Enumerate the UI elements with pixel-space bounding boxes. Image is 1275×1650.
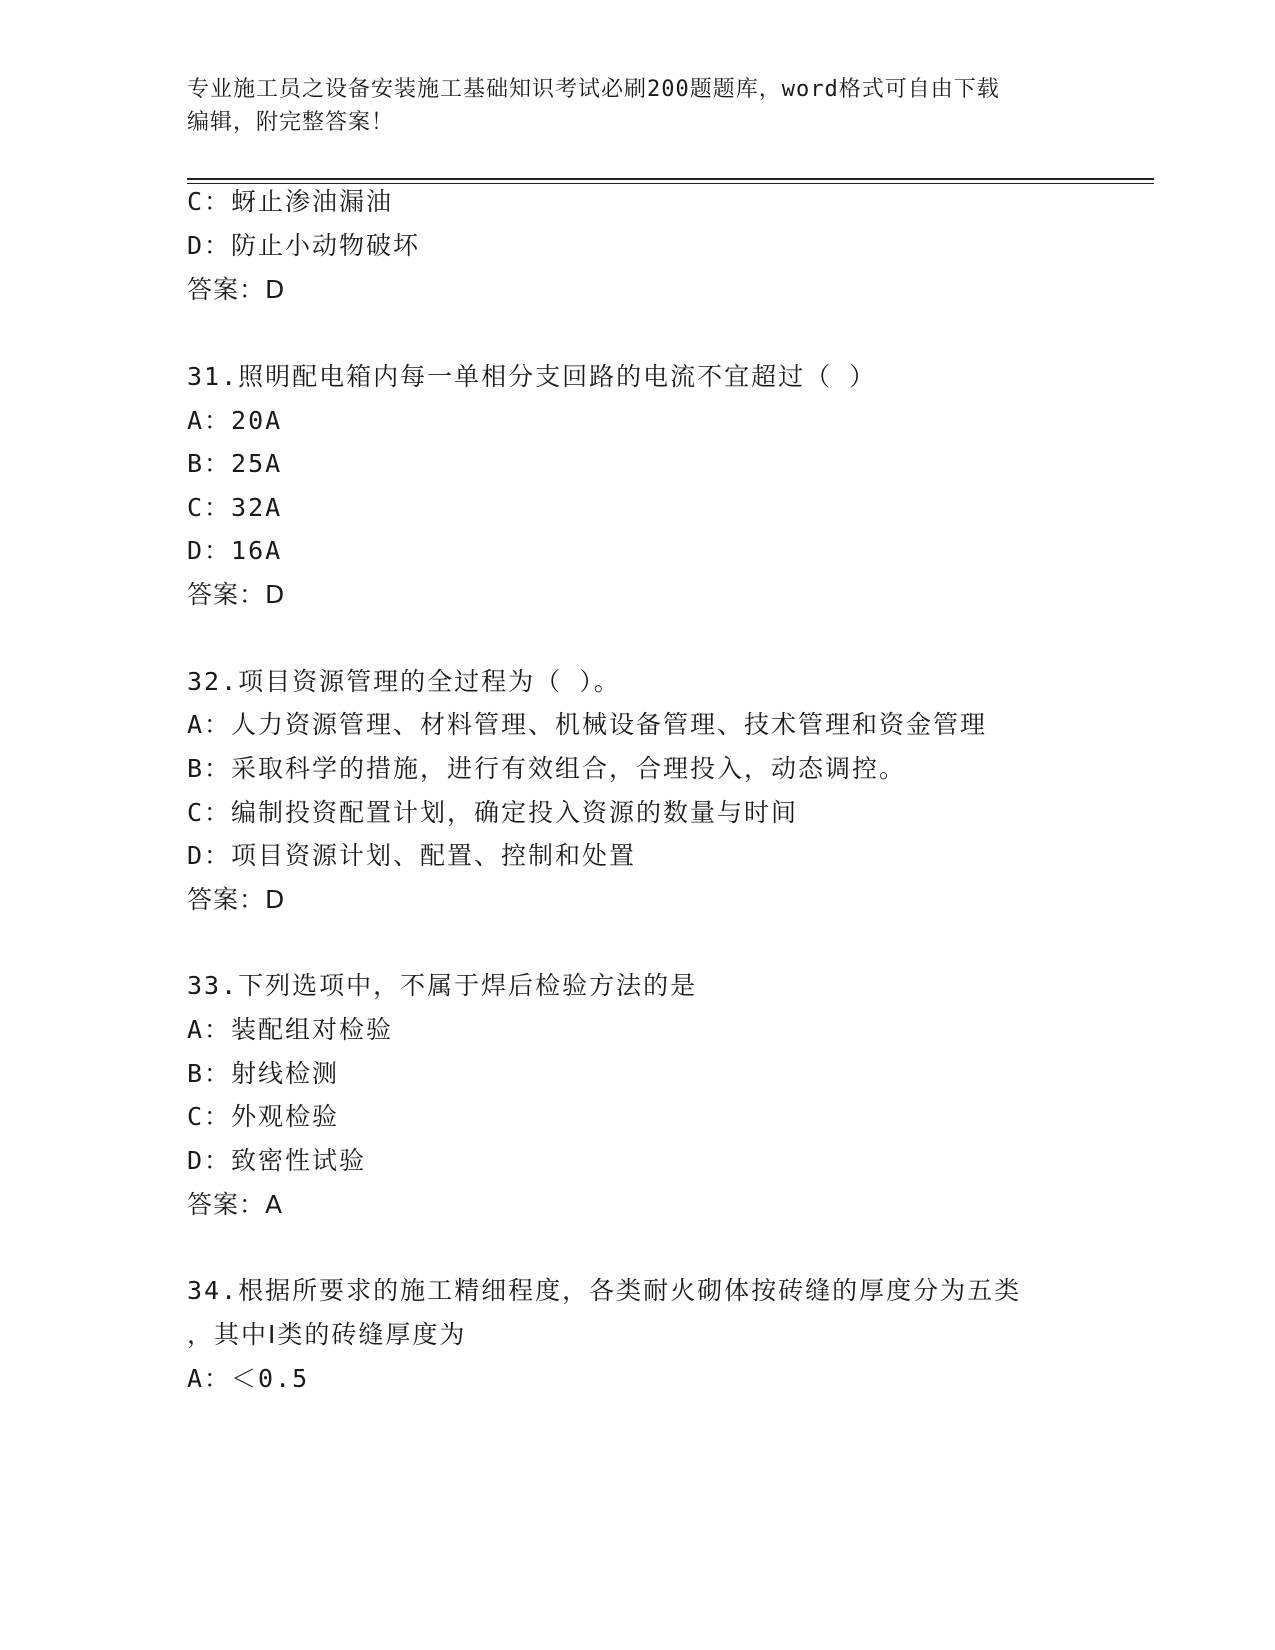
q31-option-b: B：25A	[187, 449, 283, 478]
q32-option-b: B：采取科学的措施，进行有效组合，合理投入，动态调控。	[187, 754, 907, 783]
header-title-line-2: 编辑，附完整答案！	[187, 110, 395, 135]
q30-option-d: D：防止小动物破坏	[187, 231, 421, 260]
q33-option-b: B：射线检测	[187, 1059, 340, 1088]
q31-option-d: D：16A	[187, 536, 283, 565]
q31-option-a: A：20A	[187, 406, 283, 435]
header-title-line-1: 专业施工员之设备安装施工基础知识考试必刷200题题库，word格式可自由下载	[187, 77, 1000, 102]
document-header	[187, 73, 1087, 139]
header-divider	[187, 178, 1154, 184]
q32-option-d: D：项目资源计划、配置、控制和处置	[187, 841, 637, 870]
q33-question: 33.下列选项中，不属于焊后检验方法的是	[187, 971, 698, 1000]
q31-answer: 答案：D	[187, 580, 286, 609]
q34-question-line-2: ，其中Ⅰ类的砖缝厚度为	[187, 1320, 467, 1349]
q31-question: 31.照明配电箱内每一单相分支回路的电流不宜超过（ ）	[187, 362, 877, 391]
q32-question: 32.项目资源管理的全过程为（ ）。	[187, 667, 621, 696]
q31-option-c: C：32A	[187, 493, 283, 522]
q33-option-a: A：装配组对检验	[187, 1015, 394, 1044]
q34-option-a: A：＜0.5	[187, 1364, 310, 1393]
q33-option-c: C：外观检验	[187, 1102, 340, 1131]
q33-answer: 答案：A	[187, 1190, 284, 1219]
q34-question-line-1: 34.根据所要求的施工精细程度，各类耐火砌体按砖缝的厚度分为五类	[187, 1276, 1022, 1305]
q32-option-c: C：编制投资配置计划，确定投入资源的数量与时间	[187, 798, 799, 827]
q32-answer: 答案：D	[187, 885, 286, 914]
q30-option-c: C：蚜止渗油漏油	[187, 187, 394, 216]
q32-option-a: A：人力资源管理、材料管理、机械设备管理、技术管理和资金管理	[187, 710, 988, 739]
q33-option-d: D：致密性试验	[187, 1146, 367, 1175]
q30-answer: 答案：D	[187, 275, 286, 304]
